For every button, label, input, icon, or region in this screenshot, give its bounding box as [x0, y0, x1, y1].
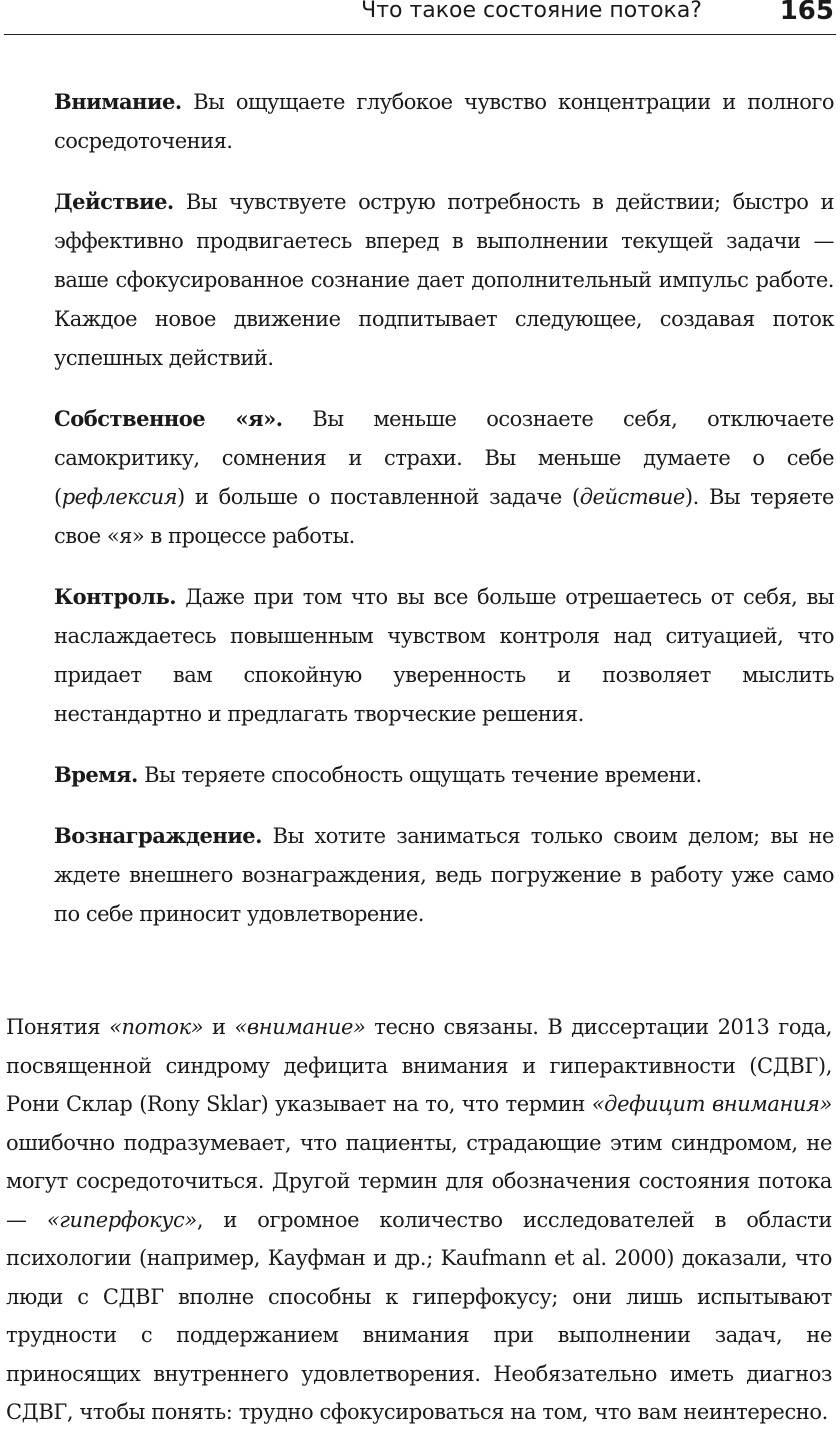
paragraph-italic: «дефицит внимания»: [591, 1092, 832, 1116]
item-term: Время.: [54, 762, 138, 787]
item-text: Вы меньше осознаете себя, отключаете самокритику, сомнения и страхи. Вы меньше думаете о себе (: [54, 407, 834, 509]
list-item: [54, 82, 834, 161]
paragraph-text: Понятия: [6, 1015, 110, 1039]
item-text: Вы теряете способность ощущать течение времени.: [144, 763, 702, 787]
paragraph-italic: «гиперфокус»: [46, 1207, 197, 1232]
item-text: Вы ощущаете глубокое чувство концентрации и полного сосредоточения.: [54, 90, 835, 153]
list-item: [54, 755, 834, 795]
item-text: Вы хотите заниматься только своим делом; вы не ждете внешнего вознаграждения, ведь погружение в работу уже само по себе приносит удовлетворение.: [54, 824, 834, 926]
flow-characteristics-list: [54, 82, 834, 955]
list-item: [54, 399, 834, 556]
item-text: ) и больше о поставленной задаче (: [177, 485, 580, 509]
paragraph-italic: «внимание»: [234, 1015, 366, 1039]
paragraph-text: и: [203, 1015, 235, 1039]
paragraph-text: ошибочно подразумевает, что пациенты, страдающие этим синдромом, не могут сосредоточиться. Другой термин для обозначения состояния потока —: [6, 1130, 832, 1232]
item-text: ). Вы теряете свое «я» в процессе работы.: [54, 485, 834, 548]
item-italic: действие: [579, 485, 685, 509]
item-term: Вознаграждение.: [54, 823, 262, 848]
page-number: 165: [779, 0, 834, 26]
chapter-title: Что такое состояние потока?: [361, 0, 702, 23]
list-item: [54, 182, 834, 378]
list-item: [54, 816, 834, 934]
item-italic: рефлексия: [61, 485, 178, 509]
paragraph-text: , и огромное количество исследователей в области психологии (например, Кауфман и др.; Kaufmann et al. 2000) доказали, что люди с СДВГ вполне способны к гиперфокусу; они лишь испытывают трудности с поддержанием внимания при выполнении задач, не приносящих внутреннего удовлетворения. Необязательно иметь диагноз СДВГ, чтобы понять: трудно сфокусироваться на том, что вам неинтересно.: [6, 1207, 832, 1424]
body-paragraph: [6, 1008, 832, 1432]
paragraph-italic: «поток»: [109, 1015, 204, 1039]
item-term: Действие.: [54, 189, 174, 214]
list-item: [54, 577, 834, 734]
item-term: Собственное «я».: [54, 406, 283, 431]
running-header: [0, 0, 840, 36]
item-term: Внимание.: [54, 89, 182, 114]
item-term: Контроль.: [54, 584, 177, 609]
paragraph-text: тесно связаны. В диссертации 2013 года, посвященной синдрому дефицита внимания и гиперактивности (СДВГ), Рони Склар (Rony Sklar) указывает на то, что термин: [6, 1015, 832, 1116]
header-divider: [4, 34, 836, 35]
item-text: Даже при том что вы все больше отрешаетесь от себя, вы наслаждаетесь повышенным чувством контроля над ситуацией, что придает вам спокойную уверенность и позволяет мыслить нестандартно и предлагать творческие решения.: [54, 585, 834, 726]
item-text: Вы чувствуете острую потребность в действии; быстро и эффективно продвигаетесь вперед в выполнении текущей задачи — ваше сфокусированное сознание дает дополнительный импульс работе. Каждое новое движение подпитывает следующее, создавая поток успешных действий.: [54, 190, 834, 370]
